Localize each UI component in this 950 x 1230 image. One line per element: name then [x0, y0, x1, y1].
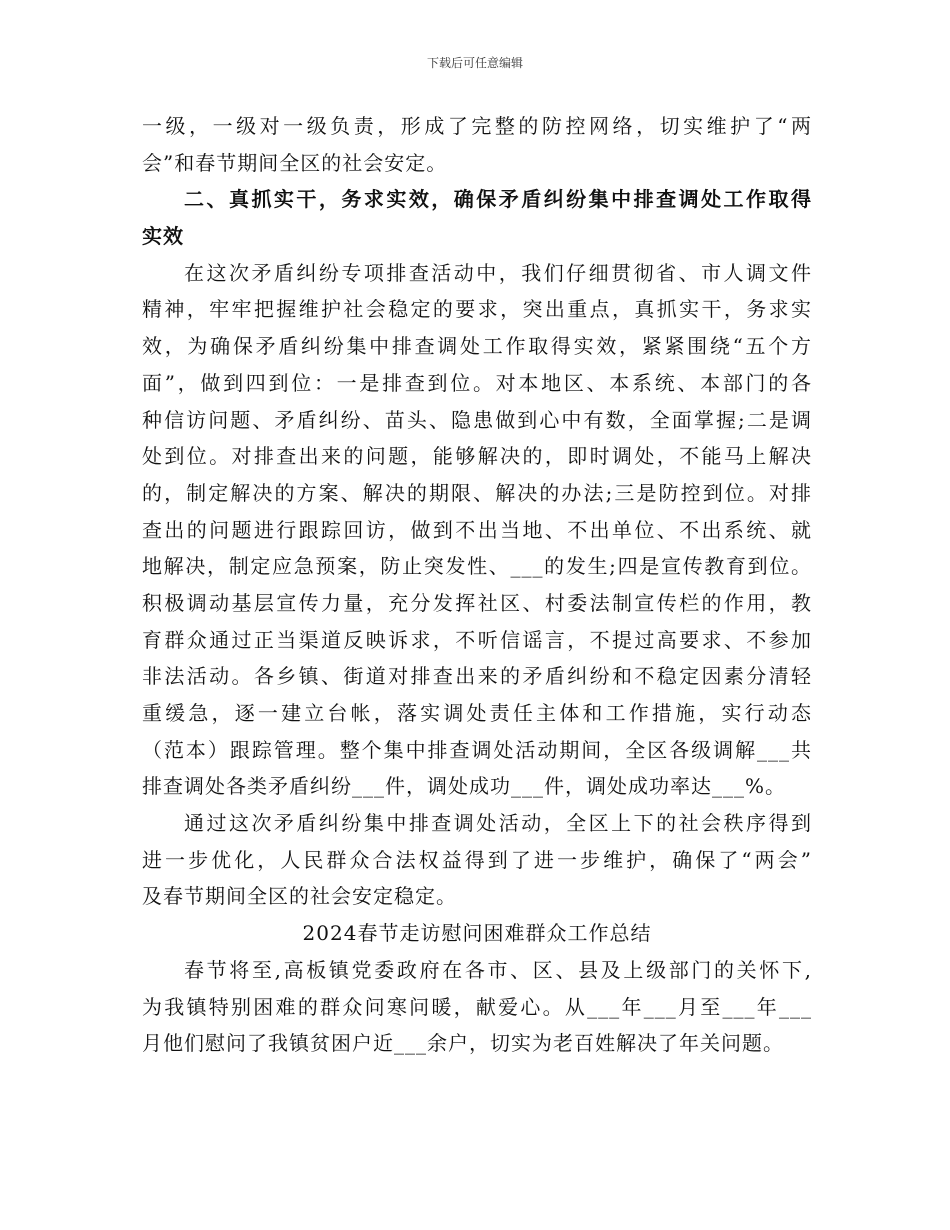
paragraph-line: 进一步优化，人民群众合法权益得到了进一步维护，确保了“两会” [142, 847, 812, 872]
paragraph-line: 通过这次矛盾纠纷集中排查调处活动，全区上下的社会秩序得到 [184, 811, 812, 836]
paragraph-line: 地解决，制定应急预案，防止突发性、___的发生;四是宣传教育到位。 [142, 554, 812, 579]
document-body [142, 108, 812, 1062]
paragraph-line: 为我镇特别困难的群众问寒问暖，献爱心。从___年___月至___年___ [142, 994, 812, 1019]
paragraph-line: 一级，一级对一级负责，形成了完整的防控网络，切实维护了“两 [142, 114, 812, 138]
paragraph-line: 的，制定解决的方案、解决的期限、解决的办法;三是防控到位。对排 [142, 480, 812, 505]
paragraph-line: 在这次矛盾纠纷专项排查活动中，我们仔细贯彻省、市人调文件 [184, 260, 812, 285]
paragraph-line: 月他们慰问了我镇贫困户近___余户，切实为老百姓解决了年关问题。 [142, 1031, 784, 1056]
paragraph-line: 非法活动。各乡镇、街道对排查出来的矛盾纠纷和不稳定因素分清轻 [142, 664, 812, 689]
paragraph-line: 排查调处各类矛盾纠纷___件，调处成功___件，调处成功率达___%。 [142, 774, 787, 799]
paragraph-line: 春节将至,高板镇党委政府在各市、区、县及上级部门的关怀下, [184, 957, 812, 982]
paragraph-line: 查出的问题进行跟踪回访，做到不出当地、不出单位、不出系统、就 [142, 517, 812, 542]
paragraph-line: 精神，牢牢把握维护社会稳定的要求，突出重点，真抓实干，务求实 [142, 297, 812, 322]
paragraph-line: 会”和春节期间全区的社会安定。 [142, 150, 448, 175]
paragraph-line: 积极调动基层宣传力量，充分发挥社区、村委法制宣传栏的作用，教 [142, 590, 812, 615]
section-heading: 实效 [142, 224, 184, 249]
paragraph-line: 效，为确保矛盾纠纷集中排查调处工作取得实效，紧紧围绕“五个方 [142, 334, 812, 359]
paragraph-line: （范本）跟踪管理。整个集中排查调处活动期间，全区各级调解___共 [142, 737, 812, 762]
paragraph-line: 面”，做到四到位：一是排查到位。对本地区、本系统、本部门的各 [142, 370, 812, 395]
paragraph-line: 重缓急，逐一建立台帐，落实调处责任主体和工作措施，实行动态 [142, 701, 812, 725]
paragraph-line: 种信访问题、矛盾纠纷、苗头、隐患做到心中有数，全面掌握;二是调 [142, 407, 812, 432]
paragraph-line: 处到位。对排查出来的问题，能够解决的，即时调处，不能马上解决 [142, 444, 812, 469]
section-heading: 二、真抓实干，务求实效，确保矛盾纠纷集中排查调处工作取得 [184, 187, 812, 212]
page-header: 下载后可任意编辑 [426, 56, 523, 70]
paragraph-line: 育群众通过正当渠道反映诉求，不听信谣言，不提过高要求、不参加 [142, 627, 812, 652]
document-title: 2024春节走访慰问困难群众工作总结 [302, 921, 652, 946]
paragraph-line: 及春节期间全区的社会安定稳定。 [142, 884, 457, 909]
